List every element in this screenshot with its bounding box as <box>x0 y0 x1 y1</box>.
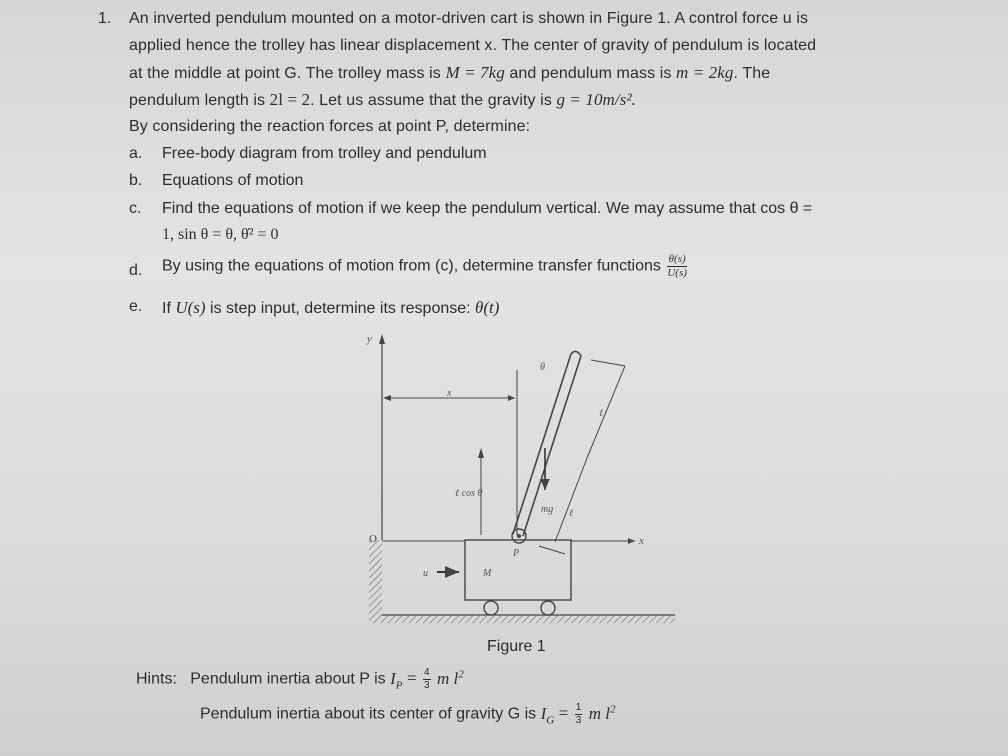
item-c-continuation: 1, sin θ = θ, θ̇² = 0 <box>162 226 279 243</box>
item-c-letter: c. <box>129 200 142 217</box>
hint-2-text: Pendulum inertia about its center of gravity G is <box>200 705 537 723</box>
hint-2-tail: m $l^2$ <box>588 703 616 723</box>
figure-caption: Figure 1 <box>487 638 546 655</box>
cart-mass-label: M <box>483 568 492 579</box>
item-e-text <box>162 298 499 318</box>
intro-line-5: By considering the reaction forces at point P, determine: <box>129 118 531 135</box>
y-axis-label: y <box>367 333 372 345</box>
intro-line-4 <box>129 90 636 110</box>
intro-line-3-text: at the middle at point G. The trolley mass is <box>129 65 441 82</box>
length-label-upper: ℓ <box>599 408 604 419</box>
theta-label: θ <box>540 362 545 373</box>
intro-line-1: An inverted pendulum mounted on a motor-driven cart is shown in Figure 1. A control force u is <box>129 10 809 27</box>
pivot-label: P <box>513 548 520 559</box>
item-d-text <box>162 254 689 279</box>
item-d-letter: d. <box>129 262 143 279</box>
item-e-letter: e. <box>129 298 143 315</box>
intro-line-3 <box>129 63 770 83</box>
hint-1-fraction <box>423 668 431 691</box>
hint-2-numerator: 1 <box>575 702 582 713</box>
intro-line-2: applied hence the trolley has linear displacement x. The center of gravity of pendulum is located <box>129 37 817 54</box>
hint-1-subscript: P <box>395 679 403 692</box>
item-e-if: If <box>162 300 171 317</box>
x-dimension-label: x <box>447 388 452 399</box>
hint-1-symbol: $I_P$ <box>390 668 403 692</box>
hint-line-2 <box>200 703 616 726</box>
hint-1-text: Pendulum inertia about P is <box>190 670 386 688</box>
pendulum-cart-figure <box>355 330 685 630</box>
item-a-letter: a. <box>129 145 143 162</box>
intro-line-4-text: pendulum length is <box>129 92 266 109</box>
mg-label: mg <box>541 504 554 515</box>
hint-1-equals: = <box>406 668 417 688</box>
cart-wheel-left <box>484 601 498 615</box>
hint-2-subscript: G <box>546 714 555 727</box>
intro-line-4-mid: . Let us assume that the gravity is <box>310 92 552 109</box>
hint-2-equals: = <box>558 703 569 723</box>
length-dimension-lower <box>555 458 587 542</box>
transfer-function-fraction <box>667 254 687 279</box>
length-label-lower: ℓ <box>569 508 574 519</box>
origin-label: O <box>369 533 377 545</box>
hints-label: Hints: <box>136 670 177 688</box>
hint-1-denominator: 3 <box>424 680 430 691</box>
hint-1-tail: m $l^2$ <box>437 668 464 688</box>
item-a-text: Free-body diagram from trolley and pendulum <box>162 145 487 162</box>
intro-line-3-end: . The <box>733 65 771 82</box>
ground-hatch <box>369 615 675 623</box>
item-e-response-math: θ(t) <box>475 298 500 317</box>
length-math: 2l = 2 <box>269 90 311 109</box>
gravity-math: g = 10m/s². <box>556 90 637 109</box>
wall-hatch <box>369 540 382 615</box>
item-b-letter: b. <box>129 172 143 189</box>
hint-2-denominator: 3 <box>575 715 582 726</box>
hint-2-fraction <box>575 703 583 726</box>
fraction-numerator: θ(s) <box>668 253 686 265</box>
force-label: u <box>423 568 428 579</box>
item-e-input-math: U(s) <box>175 298 206 317</box>
question-number: 1. <box>98 10 112 27</box>
hint-1-numerator: 4 <box>424 667 430 678</box>
pendulum-mass-math: m = 2kg <box>676 63 734 82</box>
lcos-label: ℓ cos θ <box>455 488 483 499</box>
trolley-mass-math: M = 7kg <box>445 63 505 82</box>
fraction-denominator: U(s) <box>667 267 687 279</box>
cart-wheel-right <box>541 601 555 615</box>
item-d-body: By using the equations of motion from (c), determine transfer functions <box>162 257 661 275</box>
x-axis-label: x <box>639 535 644 547</box>
item-e-body: is step input, determine its response: <box>210 300 471 317</box>
intro-line-3-mid: and pendulum mass is <box>509 65 672 82</box>
hint-2-symbol: $I_G$ <box>540 703 555 727</box>
item-c-text: Find the equations of motion if we keep the pendulum vertical. We may assume that cos θ = <box>162 200 813 217</box>
length-dimension-upper <box>591 360 625 366</box>
hint-line-1 <box>136 668 464 691</box>
item-b-text: Equations of motion <box>162 172 304 189</box>
